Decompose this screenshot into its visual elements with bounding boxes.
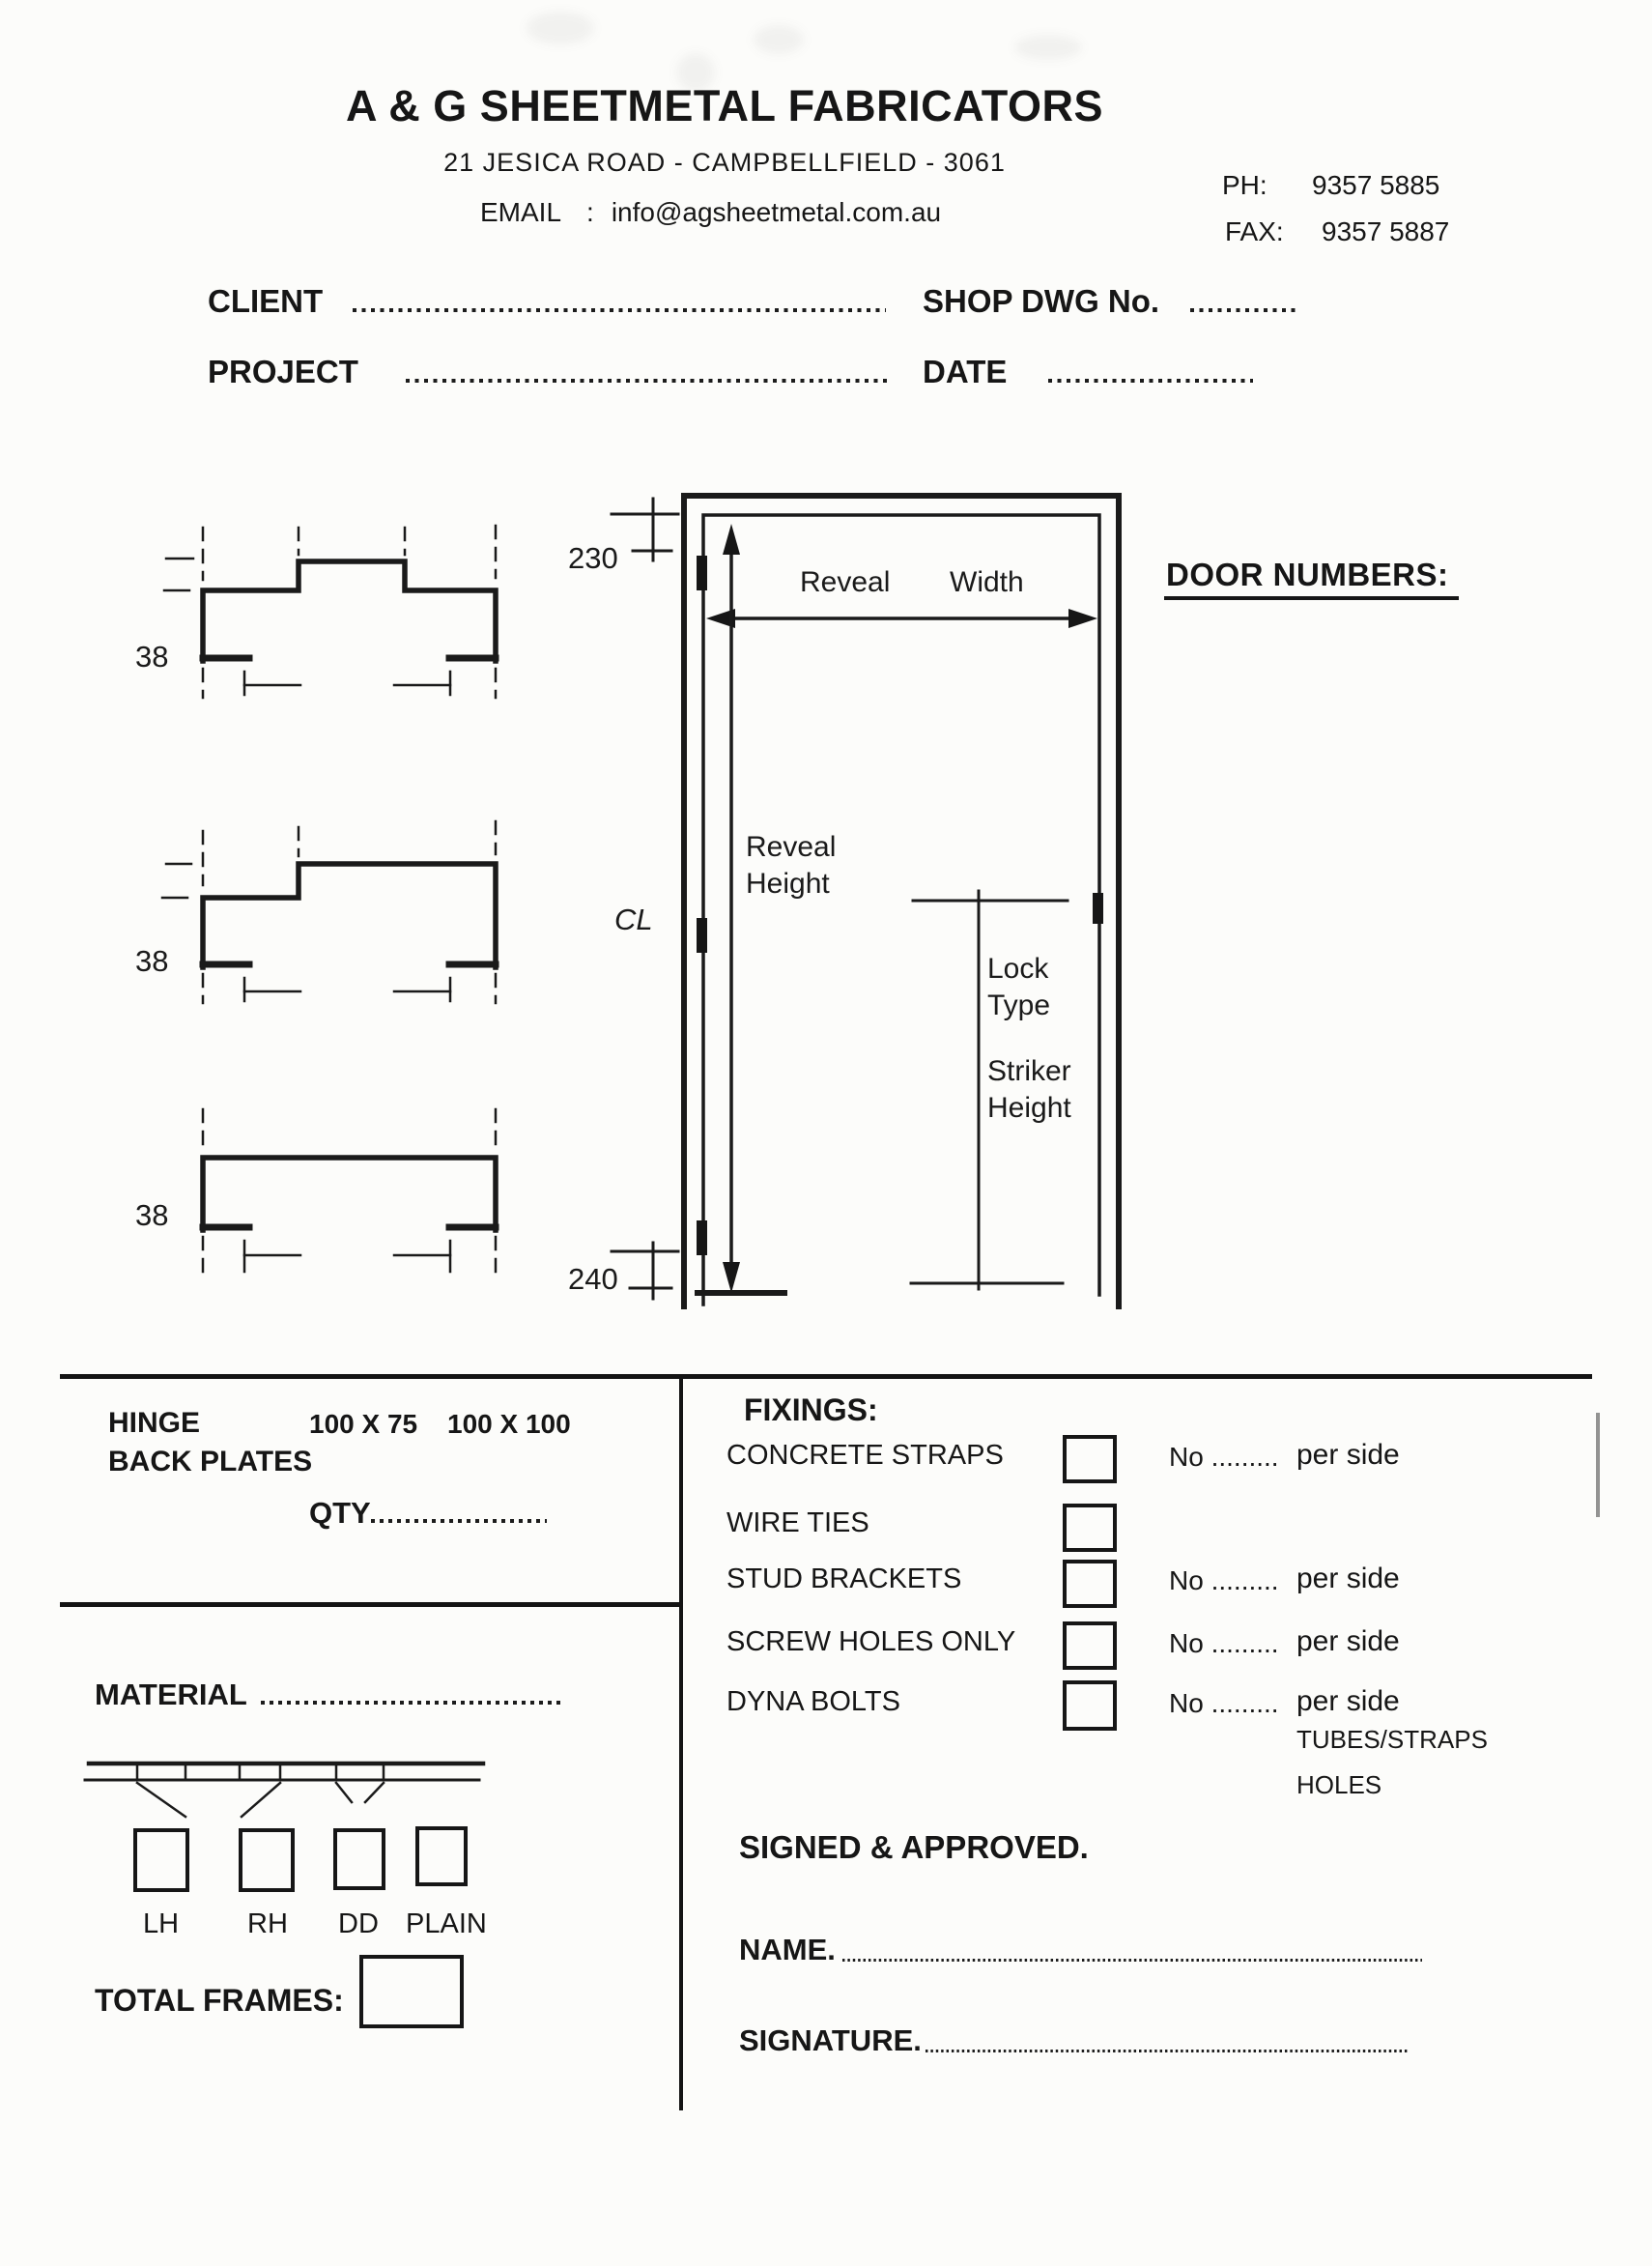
scan-artifact [754, 25, 804, 54]
email-value: info@agsheetmetal.com.au [611, 197, 942, 227]
scan-artifact [527, 12, 594, 44]
hinge-mark [697, 1220, 707, 1255]
lock-type-label: Type [987, 990, 1051, 1021]
fixing-row-wire-ties [726, 1507, 869, 1539]
checkbox-lh[interactable] [133, 1828, 189, 1892]
scan-edge-mark [1596, 1413, 1600, 1517]
total-frames-box[interactable] [359, 1955, 464, 2028]
label-plain: PLAIN [406, 1908, 487, 1939]
checkbox-wire-ties[interactable] [1063, 1504, 1117, 1552]
qty-field[interactable] [371, 1519, 547, 1523]
reveal-height-label: Reveal [746, 831, 837, 863]
scan-artifact [1014, 35, 1082, 60]
company-address: 21 JESICA ROAD - CAMPBELLFIELD - 3061 [443, 148, 1006, 177]
total-frames-label: TOTAL FRAMES: [95, 1983, 344, 2018]
shop-dwg-field[interactable] [1190, 307, 1298, 312]
door-frame-elevation [568, 496, 1119, 1306]
project-field[interactable] [406, 378, 887, 383]
door-numbers-heading: DOOR NUMBERS: [1164, 557, 1459, 600]
fixing-row-concrete-straps [726, 1440, 1004, 1472]
fixing-per-side: per side [1296, 1439, 1400, 1471]
client-label: CLIENT [208, 283, 324, 319]
label-rh: RH [247, 1908, 288, 1939]
lock-type-label: Lock [987, 953, 1049, 985]
qty-label-text: QTY [309, 1496, 371, 1530]
profile-single-rebate [135, 821, 496, 1003]
company-email-line [480, 197, 941, 228]
email-colon: : [586, 197, 594, 227]
dim-230-label: 230 [568, 541, 618, 575]
reveal-width-label: Width [950, 566, 1024, 598]
hinge-size-100x100[interactable]: 100 X 100 [447, 1409, 571, 1439]
checkbox-dyna-bolts[interactable] [1063, 1680, 1117, 1731]
checkbox-screw-holes-only[interactable] [1063, 1621, 1117, 1670]
shop-dwg-label: SHOP DWG No. [923, 283, 1160, 319]
checkbox-rh[interactable] [239, 1828, 295, 1892]
signed-approved-label: SIGNED & APPROVED. [739, 1829, 1089, 1865]
email-label: EMAIL [480, 197, 562, 227]
tubes-straps-note: TUBES/STRAPS [1296, 1725, 1488, 1754]
dim-240 [612, 1243, 678, 1299]
fixing-label: CONCRETE STRAPS [726, 1440, 1004, 1471]
fixing-per-side: per side [1296, 1563, 1400, 1594]
material-label [95, 1678, 560, 1712]
back-plates-label: BACK PLATES [108, 1446, 313, 1477]
checkbox-dd[interactable] [333, 1828, 385, 1890]
client-field[interactable] [353, 307, 886, 312]
date-field[interactable] [1048, 378, 1253, 383]
striker-height-guide [911, 891, 1068, 1289]
date-label: DATE [923, 354, 1008, 389]
checkbox-concrete-straps[interactable] [1063, 1435, 1117, 1483]
fixing-row-stud-brackets [726, 1563, 961, 1595]
checkbox-stud-brackets[interactable] [1063, 1560, 1117, 1608]
name-field[interactable] [842, 1958, 1422, 1962]
material-label-text: MATERIAL [95, 1678, 247, 1711]
fax-label: FAX: [1225, 216, 1284, 246]
centerline-label: CL [614, 903, 653, 936]
profile-double-rebate [135, 526, 496, 698]
fixing-per-side: per side [1296, 1685, 1400, 1717]
signature-label: SIGNATURE. [739, 2023, 922, 2057]
fixing-per-side: per side [1296, 1625, 1400, 1657]
profile-thickness-label: 38 [135, 1198, 169, 1232]
phone-value: 9357 5885 [1312, 170, 1440, 200]
checkbox-plain[interactable] [415, 1826, 468, 1886]
dim-240-label: 240 [568, 1262, 618, 1296]
fixing-no-field[interactable]: No ......... [1169, 1565, 1279, 1595]
project-label: PROJECT [208, 354, 358, 389]
fixing-row-screw-holes-only [726, 1626, 1015, 1658]
head-track-sketch [77, 1744, 502, 1831]
dim-230 [612, 499, 678, 560]
fixing-label: STUD BRACKETS [726, 1563, 962, 1594]
fax-value: 9357 5887 [1322, 216, 1450, 246]
fixing-row-dyna-bolts [726, 1686, 900, 1718]
fixing-no-field[interactable]: No ......... [1169, 1628, 1279, 1658]
material-field[interactable] [261, 1701, 560, 1705]
hinge-mark [697, 556, 707, 590]
label-dd: DD [338, 1908, 379, 1939]
company-name: A & G SHEETMETAL FABRICATORS [345, 81, 1104, 130]
reveal-height-arrow [723, 524, 740, 1293]
profile-thickness-label: 38 [135, 640, 169, 674]
section-divider-vertical [679, 1374, 683, 2110]
profile-thickness-label: 38 [135, 944, 169, 978]
signature-field[interactable] [926, 2049, 1409, 2052]
striker-mark [1093, 893, 1103, 924]
profile-plain [135, 1109, 496, 1272]
label-lh: LH [143, 1908, 180, 1939]
hinge-size-100x75[interactable]: 100 X 75 [309, 1409, 418, 1439]
fixing-label: SCREW HOLES ONLY [726, 1626, 1016, 1657]
hinge-label: HINGE [108, 1407, 201, 1439]
fixings-title: FIXINGS: [744, 1392, 878, 1427]
striker-height-label: Height [987, 1092, 1071, 1124]
phone-label: PH: [1222, 170, 1267, 200]
holes-note: HOLES [1296, 1770, 1382, 1799]
reveal-height-label: Height [746, 868, 830, 900]
fixing-no-field[interactable]: No ......... [1169, 1688, 1279, 1718]
section-divider-top [60, 1374, 1592, 1379]
hinge-mark [697, 918, 707, 953]
reveal-width-arrow [706, 609, 1097, 628]
name-label: NAME. [739, 1933, 836, 1966]
fixing-no-field[interactable]: No ......... [1169, 1442, 1279, 1472]
fixing-label: WIRE TIES [726, 1507, 869, 1538]
striker-height-label: Striker [987, 1055, 1071, 1087]
section-divider-left [60, 1602, 683, 1607]
qty-label [309, 1496, 547, 1531]
reveal-width-label: Reveal [800, 566, 891, 598]
fixing-label: DYNA BOLTS [726, 1686, 900, 1717]
